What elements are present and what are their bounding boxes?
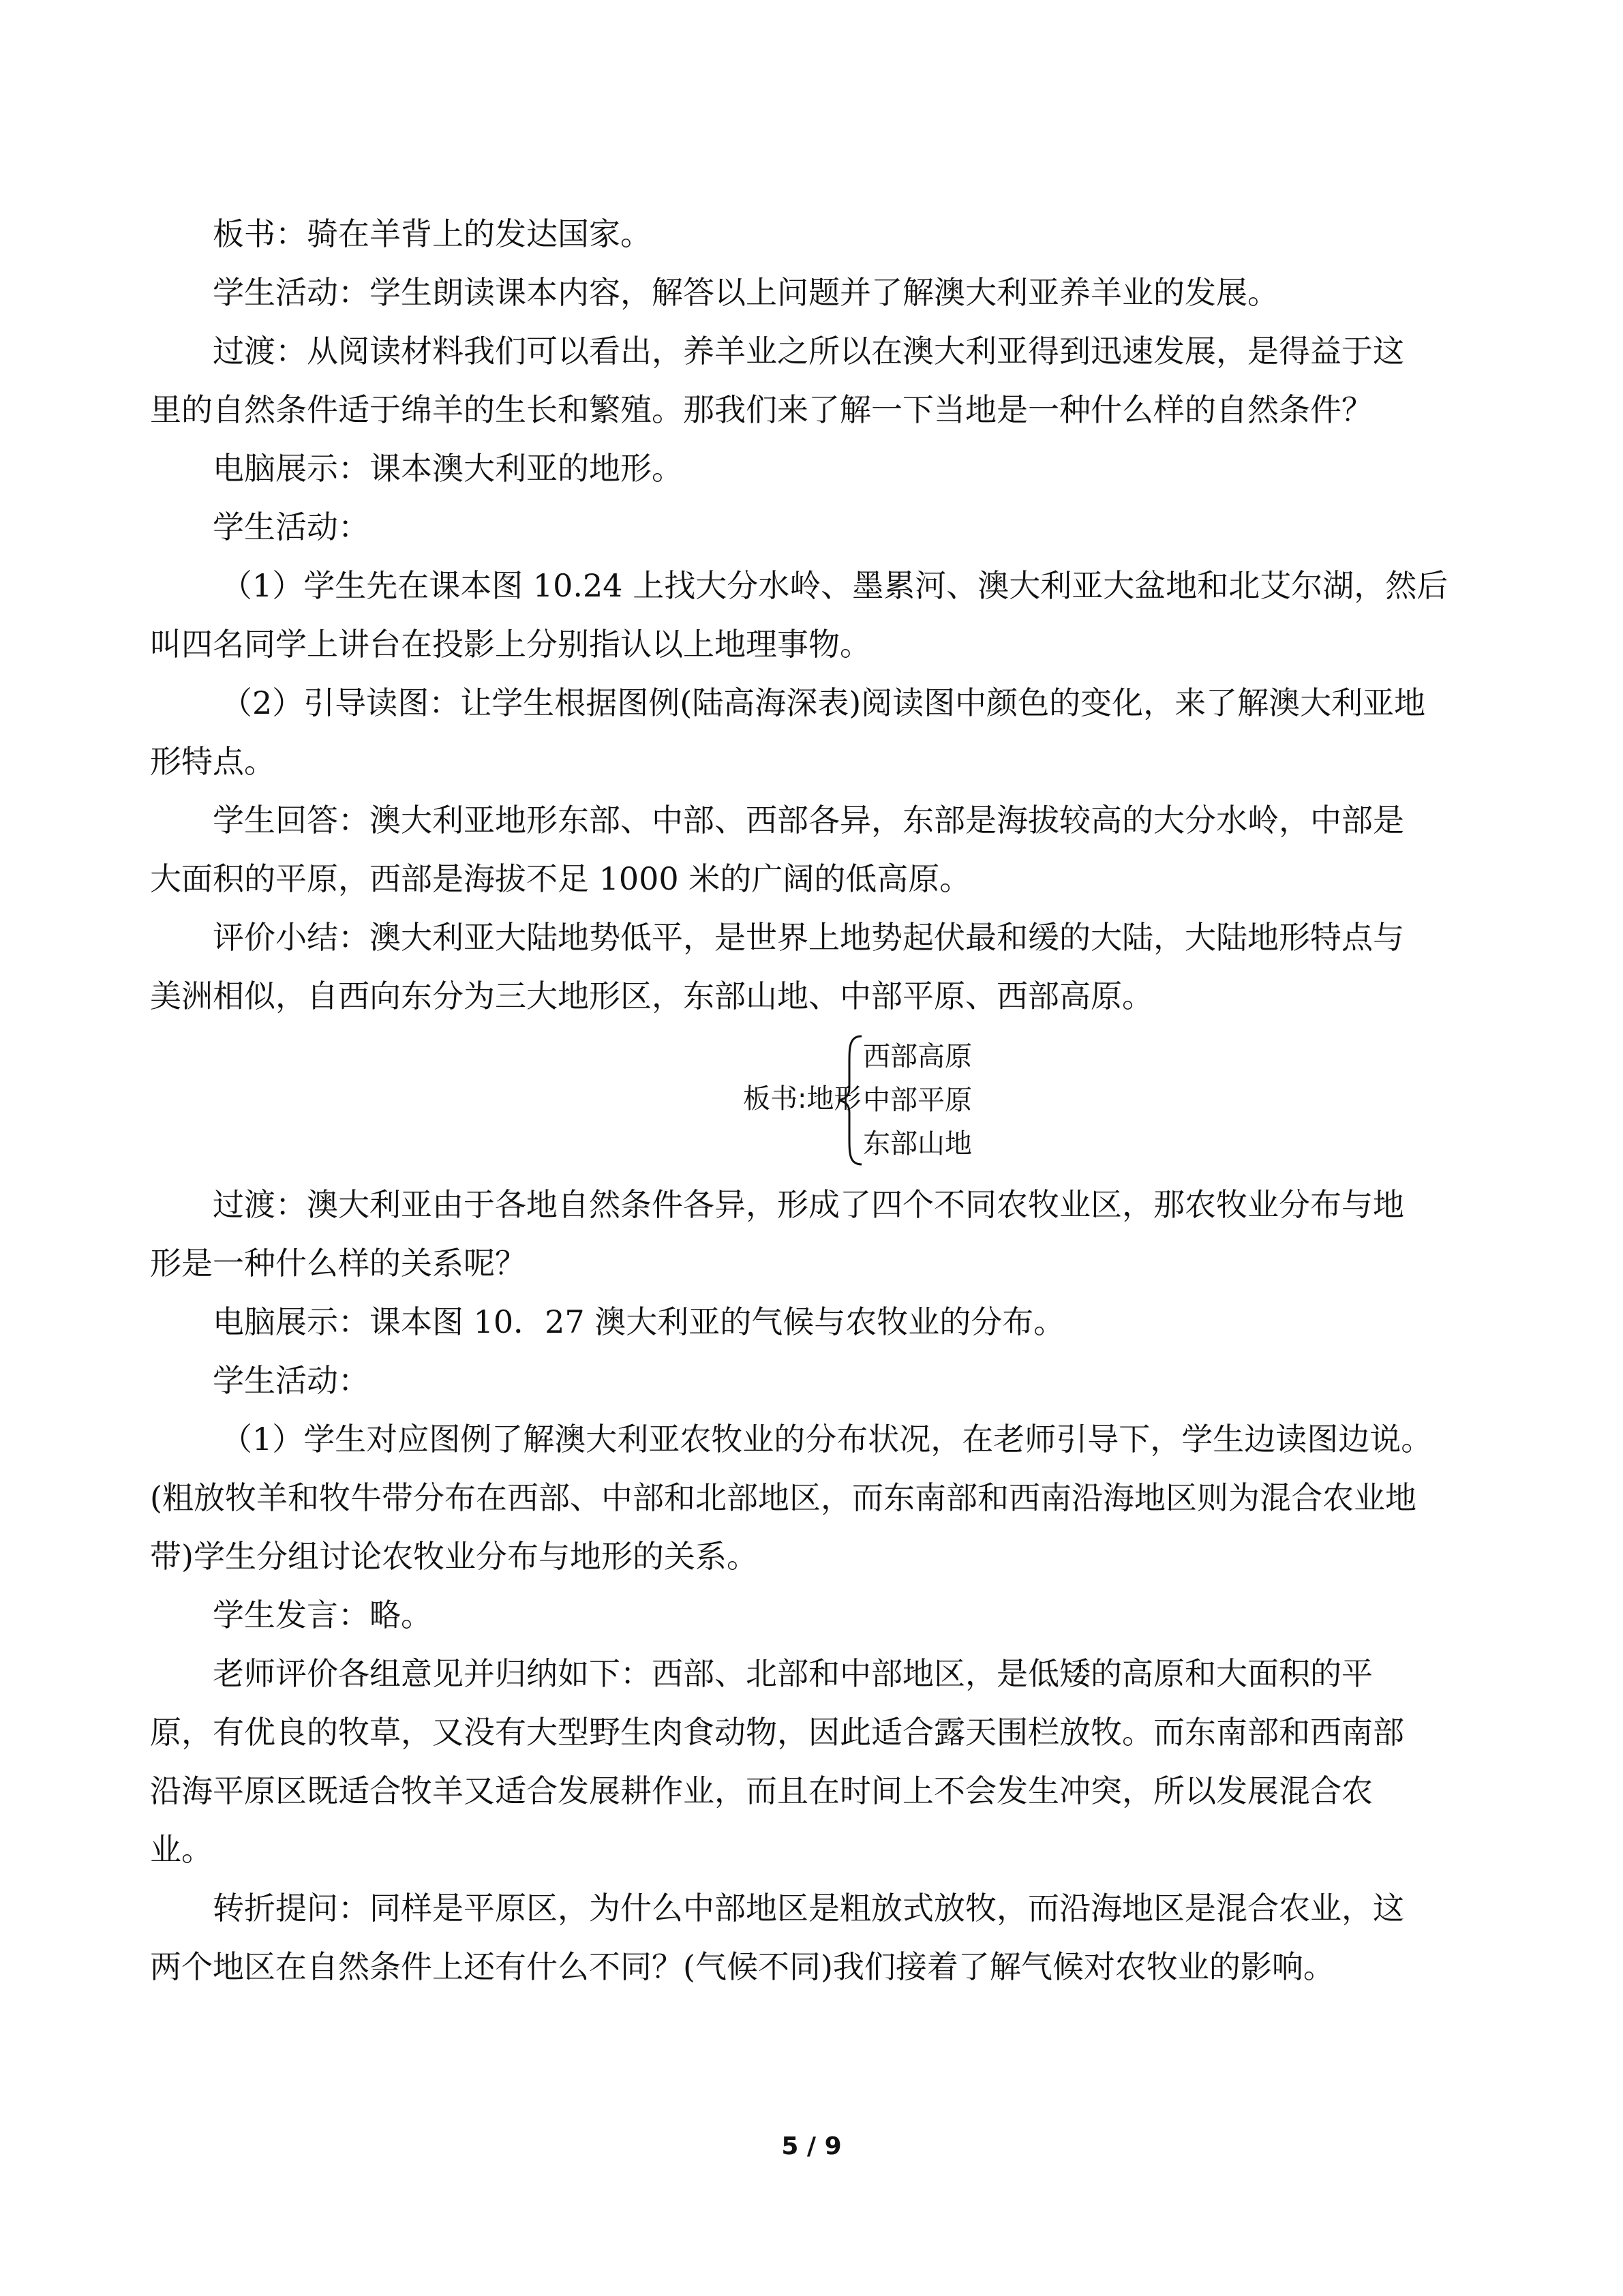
paragraph: 板书：骑在羊背上的发达国家。 [213,215,652,252]
paragraph: 形是一种什么样的关系呢？ [150,1245,526,1282]
board-label: 板书:地形 [743,1083,862,1115]
paragraph: 学生活动： [213,1362,369,1399]
paragraph: 学生活动：学生朗读课本内容，解答以上问题并了解澳大利亚养羊业的发展。 [213,274,1279,311]
paragraphs-top [150,205,1472,1025]
paragraph: 学生回答：澳大利亚地形东部、中部、西部各异，东部是海拔较高的大分水岭，中部是 [213,802,1404,839]
paragraph: 沿海平原区既适合牧羊又适合发展耕作业，而且在时间上不会发生冲突，所以发展混合农 [150,1772,1373,1809]
paragraphs-bottom [150,1175,1472,1996]
paragraph: 形特点。 [150,743,275,780]
paragraph: 美洲相似，自西向东分为三大地形区，东部山地、中部平原、西部高原。 [150,978,1153,1014]
paragraph: 叫四名同学上讲台在投影上分别指认以上地理事物。 [150,626,871,663]
paragraph: 过渡：澳大利亚由于各地自然条件各异，形成了四个不同农牧业区，那农牧业分布与地 [213,1186,1404,1223]
paragraph: (粗放牧羊和牧牛带分布在西部、中部和北部地区，而东南部和西南沿海地区则为混合农业地 [150,1479,1416,1516]
paragraph: 电脑展示：课本图 10．27 澳大利亚的气候与农牧业的分布。 [213,1303,1065,1340]
paragraph: 大面积的平原，西部是海拔不足 1000 米的广阔的低高原。 [150,860,971,897]
paragraph: （2）引导读图：让学生根据图例(陆高海深表)阅读图中颜色的变化，来了解澳大利亚地 [221,684,1426,721]
paragraph: 电脑展示：课本澳大利亚的地形。 [213,450,683,487]
page-content [150,205,1472,1996]
paragraph: 老师评价各组意见并归纳如下：西部、北部和中部地区，是低矮的高原和大面积的平 [213,1655,1373,1692]
board-item: 西部高原 [863,1041,972,1072]
paragraph: 带)学生分组讨论农牧业分布与地形的关系。 [150,1538,758,1575]
paragraph: 原，有优良的牧草，又没有大型野生肉食动物，因此适合露天围栏放牧。而东南部和西南部 [150,1714,1404,1751]
curly-brace-icon [834,1033,866,1167]
page-number: 5 / 9 [781,2132,842,2160]
paragraph: （1）学生先在课本图 10.24 上找大分水岭、墨累河、澳大利亚大盆地和北艾尔湖，然后 [221,567,1448,604]
board-item: 中部平原 [863,1085,972,1116]
paragraph: 学生发言：略。 [213,1597,432,1633]
paragraph: 两个地区在自然条件上还有什么不同？(气候不同)我们接着了解气候对农牧业的影响。 [150,1948,1335,1985]
paragraph: 业。 [150,1831,213,1868]
paragraph: 学生活动： [213,509,369,545]
board-item: 东部山地 [863,1128,972,1160]
blackboard-outline [150,1029,1472,1173]
paragraph: （1）学生对应图例了解澳大利亚农牧业的分布状况，在老师引导下，学生边读图边说。 [221,1421,1433,1457]
paragraph: 转折提问：同样是平原区，为什么中部地区是粗放式放牧，而沿海地区是混合农业，这 [213,1890,1404,1927]
paragraph: 评价小结：澳大利亚大陆地势低平，是世界上地势起伏最和缓的大陆，大陆地形特点与 [213,919,1404,956]
paragraph: 过渡：从阅读材料我们可以看出，养羊业之所以在澳大利亚得到迅速发展，是得益于这 [213,333,1404,369]
paragraph: 里的自然条件适于绵羊的生长和繁殖。那我们来了解一下当地是一种什么样的自然条件？ [150,391,1373,428]
